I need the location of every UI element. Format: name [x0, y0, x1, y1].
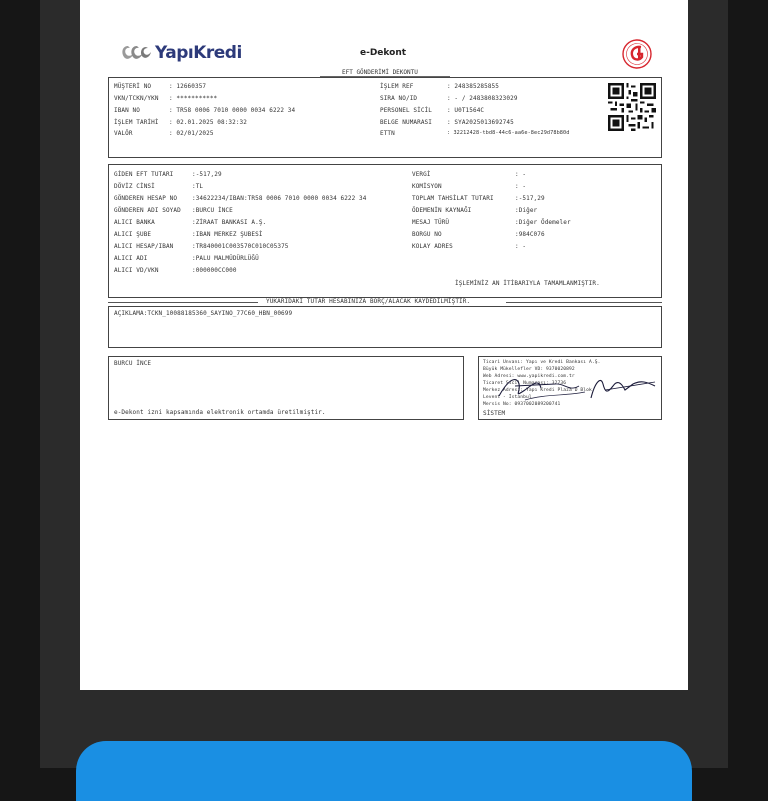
debit-notice-rule-right: [506, 302, 662, 303]
iban-value: : TR58 0006 7010 0000 0034 6222 34: [169, 107, 296, 114]
bank-info-line-3: Web Adresi: www.yapikredi.com.tr: [483, 374, 575, 379]
bank-info-line-5: Merkez Adresi: Yapı Kredi Plaza D Blok: [483, 388, 592, 393]
recipient-bank-label: ALICI BANKA: [114, 219, 155, 226]
bank-info-line-2: Büyük Mükellefler VD: 9370020892: [483, 367, 575, 372]
completion-note: İŞLEMİNİZ AN İTİBARIYLA TAMAMLANMIŞTIR.: [455, 280, 600, 287]
payment-source-label: ÖDEMENİN KAYNAĞI: [412, 207, 472, 214]
bank-info-line-6: Levent - İstanbul: [483, 395, 532, 400]
easy-address-label: KOLAY ADRES: [412, 243, 453, 250]
document-no-label: BELGE NUMARASI: [380, 119, 432, 126]
tax-value: : -: [515, 171, 527, 178]
recipient-branch-label: ALICI ŞUBE: [114, 231, 152, 238]
staff-id-value: : U0T1564C: [447, 107, 485, 114]
yapikredi-logo: [120, 42, 242, 64]
sender-account-value: :34622234/IBAN:TR58 0006 7010 0000 0034 6222 34: [192, 195, 367, 202]
value-date-value: : 02/01/2025: [169, 130, 214, 137]
iban-label: IBAN NO: [114, 107, 140, 114]
debt-no-label: BORGU NO: [412, 231, 442, 238]
sequence-no-label: SIRA NO/ID: [380, 95, 418, 102]
document-title: e-Dekont: [360, 48, 407, 58]
sequence-no-value: : - / 2483808323029: [447, 95, 518, 102]
document-subtitle: EFT GÖNDERİMİ DEKONTU: [342, 69, 418, 76]
message-type-value: :Diğer Ödemeler: [515, 219, 571, 226]
ettn-label: ETTN: [380, 130, 395, 137]
staff-id-label: PERSONEL SİCİL: [380, 107, 432, 114]
recipient-name-label: ALICI ADI: [114, 255, 148, 262]
bank-seal-icon: [616, 38, 658, 70]
debit-notice: YUKARIDAKİ TUTAR HESABINIZA BORÇ/ALACAK KAYDEDİLMİŞTİR.: [266, 298, 471, 305]
customer-info-section: [108, 77, 662, 158]
logo-wordmark: YapıKredi: [155, 43, 242, 63]
transaction-date-value: : 02.01.2025 08:32:32: [169, 119, 247, 126]
recipient-iban-label: ALICI HESAP/IBAN: [114, 243, 174, 250]
currency-label: DÖVİZ CİNSİ: [114, 183, 155, 190]
recipient-bank-value: :ZİRAAT BANKASI A.Ş.: [192, 219, 267, 226]
yapikredi-emblem-icon: [120, 44, 152, 62]
transaction-ref-label: İŞLEM REF: [380, 83, 414, 90]
customer-no-label: MÜŞTERİ NO: [114, 83, 152, 90]
customer-no-value: : 12660357: [169, 83, 207, 90]
electronic-note: e-Dekont izni kapsamında elektronik ortamda üretilmiştir.: [114, 409, 326, 416]
payment-source-value: :Diğer: [515, 207, 538, 214]
transaction-ref-value: : 248385285855: [447, 83, 499, 90]
bank-info-line-4: Ticaret Sicil Numarası: 32736: [483, 381, 567, 386]
description-section: [108, 306, 662, 348]
commission-value: : -: [515, 183, 527, 190]
sender-name-label: GÖNDEREN ADI SOYAD: [114, 207, 181, 214]
tax-id-value: : ***********: [169, 95, 218, 102]
signer-section: [108, 356, 464, 420]
commission-label: KOMİSYON: [412, 183, 442, 190]
qr-code-icon[interactable]: [608, 83, 656, 131]
recipient-tax-label: ALICI VD/VKN: [114, 267, 159, 274]
easy-address-value: : -: [515, 243, 527, 250]
message-type-label: MESAJ TÜRÜ: [412, 219, 450, 226]
value-date-label: VALÖR: [114, 130, 133, 137]
bank-info-line-1: Ticari Unvanı: Yapı ve Kredi Bankası A.Ş.: [483, 360, 601, 365]
tax-id-label: VKN/TCKN/YKN: [114, 95, 159, 102]
debt-no-value: :984C076: [515, 231, 545, 238]
outgoing-amount-value: :-517,29: [192, 171, 222, 178]
primary-action-button[interactable]: [76, 741, 692, 801]
debit-notice-rule-left: [108, 302, 258, 303]
recipient-branch-value: :IBAN MERKEZ ŞUBESİ: [192, 231, 263, 238]
description-text: AÇIKLAMA:TCKN_10088185360_SAYINO_77C60_HBN_00699: [114, 310, 293, 317]
outgoing-amount-label: GİDEN EFT TUTARI: [114, 171, 174, 178]
recipient-tax-value: :000000CC000: [192, 267, 237, 274]
transfer-details-section: [108, 164, 662, 298]
bank-info-line-7: Mersis No: 0937002089200741: [483, 402, 561, 407]
currency-value: :TL: [192, 183, 204, 190]
sender-name-value: :BURCU İNCE: [192, 207, 233, 214]
recipient-name-value: :PALU MALMÜDÜRLÜĞÜ: [192, 255, 259, 262]
tax-label: VERGİ: [412, 171, 431, 178]
handwritten-signature-icon: [495, 372, 665, 404]
document-no-value: : SYA2025013692745: [447, 119, 514, 126]
transaction-date-label: İŞLEM TARİHİ: [114, 119, 159, 126]
system-label: SİSTEM: [483, 410, 506, 417]
sender-account-label: GÖNDEREN HESAP NO: [114, 195, 178, 202]
signer-name: BURCU İNCE: [114, 360, 152, 367]
total-collection-label: TOPLAM TAHSİLAT TUTARI: [412, 195, 494, 202]
ettn-value: : 32212428-tbd8-44c6-aa6e-8ec29d78b80d: [447, 130, 570, 136]
total-collection-value: :-517,29: [515, 195, 545, 202]
recipient-iban-value: :TR840001C003570C010C05375: [192, 243, 289, 250]
